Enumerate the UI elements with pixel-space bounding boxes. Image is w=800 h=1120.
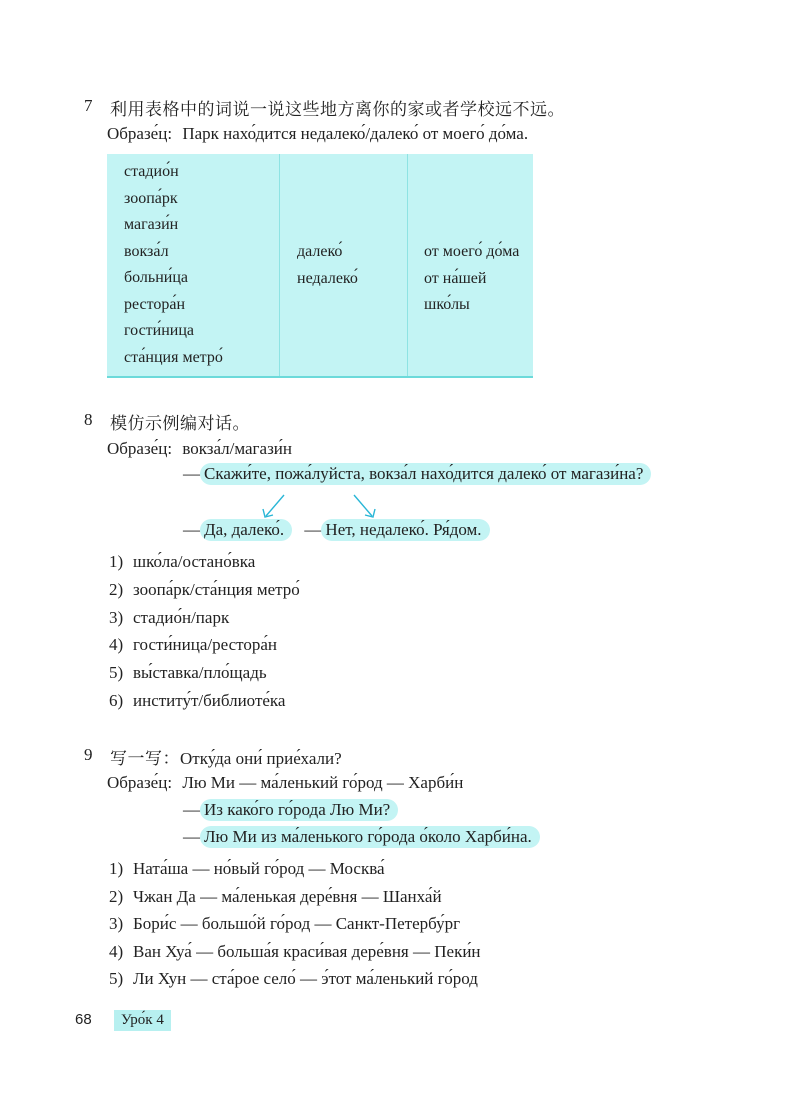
answer-yes: Да, далеко́.: [200, 519, 292, 541]
item-text: Ван Хуа́ — больша́я краси́вая дере́вня — Пеки́н: [133, 941, 481, 961]
place-item: вокза́л: [124, 242, 169, 260]
list-item: [109, 938, 481, 966]
exercise-8-title: 模仿示例编对话。: [110, 414, 250, 434]
page-number: 68: [75, 1011, 92, 1028]
reference-column: [408, 154, 534, 377]
item-number: 4): [109, 941, 124, 961]
list-item: [109, 604, 300, 632]
item-text: стадио́н/парк: [133, 607, 230, 627]
places-column: [107, 154, 280, 377]
item-text: Бори́с — большо́й го́род — Санкт-Петербу́рг: [133, 914, 461, 934]
exercise-8-sample: [107, 439, 292, 459]
dialogue-question: [183, 464, 651, 484]
item-number: 1): [109, 552, 124, 571]
sample-text: Парк нахо́дится недалеко́/далеко́ от моего́ до́ма.: [182, 124, 529, 143]
list-item: [109, 576, 300, 604]
arrow-left-icon: [263, 495, 284, 517]
place-item: зоопа́рк: [124, 189, 178, 207]
item-text: зоопа́рк/ста́нция метро́: [133, 579, 300, 599]
item-number: 6): [109, 690, 124, 710]
sample-label: Образе́ц:: [107, 124, 173, 143]
exercise-8-list: [109, 548, 300, 715]
arrow-right-icon: [354, 495, 375, 517]
place-item: больни́ца: [124, 269, 188, 286]
sample-question: [183, 800, 398, 820]
item-number: 5): [109, 969, 124, 989]
place-item: рестора́н: [124, 295, 186, 313]
place-item: магази́н: [124, 216, 179, 233]
dash: —: [183, 520, 200, 539]
item-text: Ли Хун — ста́рое село́ — э́тот ма́ленький го́род: [133, 969, 478, 989]
title-chinese: 写一写：: [110, 749, 180, 769]
sample-answer: [183, 827, 540, 847]
list-item: [109, 548, 300, 576]
item-number: 1): [109, 859, 124, 878]
reference-item: от на́шей шко́лы: [424, 269, 487, 313]
place-item: стадио́н: [124, 163, 179, 180]
item-number: 2): [109, 886, 124, 906]
exercise-9-sample: [107, 773, 463, 793]
item-number: 2): [109, 579, 124, 599]
branch-arrows: [260, 492, 380, 522]
item-text: шко́ла/остано́вка: [133, 552, 256, 571]
list-item: [109, 855, 481, 883]
list-item: [109, 659, 300, 687]
exercise-9-number: 9: [84, 745, 93, 764]
item-text: институ́т/библиоте́ка: [133, 690, 286, 710]
item-number: 5): [109, 663, 124, 683]
answer-no: Нет, недалеко́. Ря́дом.: [321, 519, 489, 541]
dash: —: [183, 464, 200, 483]
item-number: 4): [109, 635, 124, 655]
exercise-7-number: 7: [84, 96, 93, 115]
item-text: Ната́ша — но́вый го́род — Москва́: [133, 859, 385, 878]
question-highlight: Скажи́те, пожа́луйста, вокза́л нахо́дится далеко́ от магази́на?: [200, 463, 651, 485]
distance-item: недалеко́: [297, 269, 358, 287]
answer-highlight: Лю Ми из ма́ленького го́рода о́коло Харби́на.: [200, 826, 540, 848]
sample-text: Лю Ми — ма́ленький го́род — Харби́н: [182, 773, 464, 792]
exercise-8-number: 8: [84, 410, 93, 429]
exercise-9-list: [109, 855, 481, 993]
sample-text: вокза́л/магази́н: [182, 439, 292, 458]
dash: —: [304, 520, 322, 539]
word-table: [107, 154, 533, 378]
list-item: [109, 910, 481, 938]
item-number: 3): [109, 607, 124, 627]
lesson-label: Уро́к 4: [114, 1010, 171, 1031]
dash: —: [183, 827, 200, 846]
dialogue-answers: [183, 520, 490, 540]
list-item: [109, 883, 481, 911]
question-highlight: Из како́го го́рода Лю Ми?: [200, 799, 398, 821]
exercise-7-sample: [107, 124, 528, 144]
sample-label: Образе́ц:: [107, 773, 173, 792]
distance-column: [280, 154, 408, 377]
list-item: [109, 965, 481, 993]
sample-label: Образе́ц:: [107, 439, 173, 458]
item-text: Чжан Да — ма́ленькая дере́вня — Шанха́й: [133, 886, 442, 906]
exercise-7-title: 利用表格中的词说一说这些地方离你的家或者学校远不远。: [110, 100, 565, 120]
title-question: Отку́да они́ прие́хали?: [180, 749, 342, 768]
reference-item: от моего́ до́ма: [424, 243, 520, 260]
place-item: ста́нция метро́: [124, 348, 223, 366]
item-text: вы́ставка/пло́щадь: [133, 663, 267, 683]
distance-item: далеко́: [297, 243, 343, 260]
list-item: [109, 631, 300, 659]
exercise-9-title: [110, 744, 342, 769]
list-item: [109, 687, 300, 715]
dash: —: [183, 800, 200, 819]
place-item: гости́ница: [124, 322, 195, 339]
item-number: 3): [109, 914, 124, 934]
item-text: гости́ница/рестора́н: [133, 635, 277, 655]
